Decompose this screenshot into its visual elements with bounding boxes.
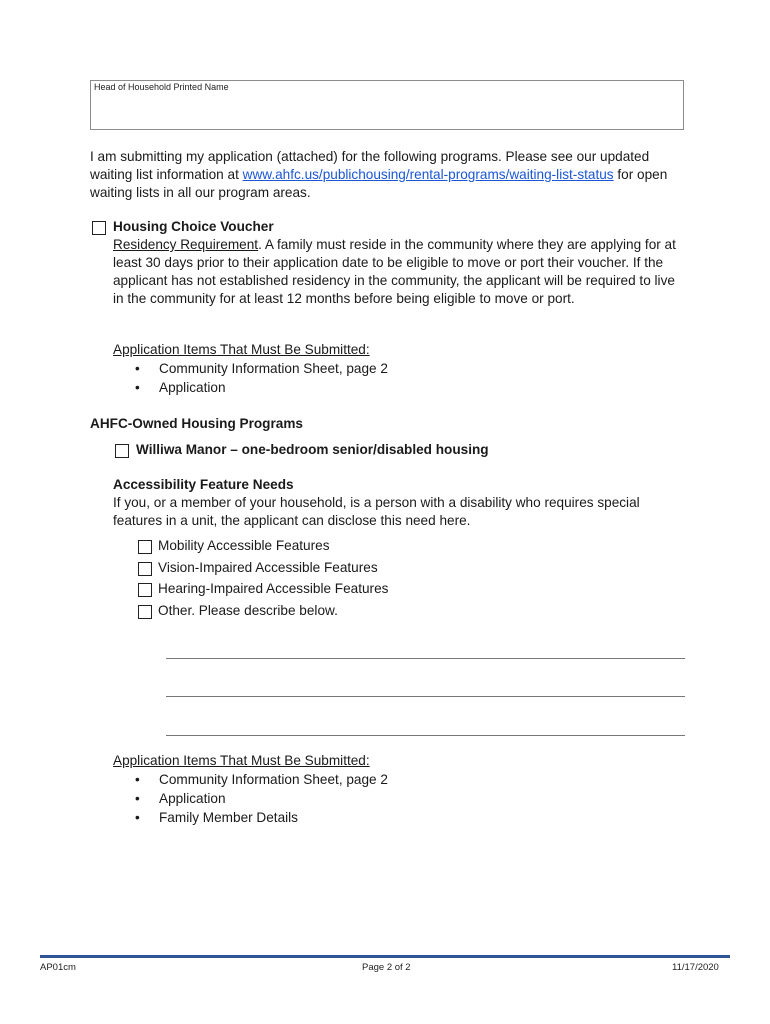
residency-label: Residency Requirement (113, 237, 259, 252)
mobility-checkbox[interactable] (138, 540, 152, 554)
head-of-household-name-field[interactable] (90, 80, 684, 130)
accessibility-title: Accessibility Feature Needs (113, 477, 294, 492)
hcv-title: Housing Choice Voucher (113, 219, 274, 234)
footer-divider (40, 955, 730, 958)
residency-text: . A family must reside in the community where they are applying for at least 30 days prior to their application date to be eligible to move or port their voucher. If the applicant has not established residency in the community, the applicant will be required to live in the community for at least 12 months before being eligible to move or port. (113, 237, 676, 306)
list-item: • Community Information Sheet, page 2 (113, 360, 388, 379)
intro-text: I am submitting my application (attached) for the following programs. Please see our updated waiting list information at (90, 149, 650, 182)
description-line-1[interactable] (166, 658, 685, 659)
vision-label: Vision-Impaired Accessible Features (158, 560, 378, 575)
list-item: • Application (113, 790, 388, 809)
hcv-items-list (113, 360, 388, 398)
hcv-items-title: Application Items That Must Be Submitted: (113, 342, 370, 357)
vision-checkbox[interactable] (138, 562, 152, 576)
list-item: • Family Member Details (113, 809, 388, 828)
waiting-list-link[interactable]: www.ahfc.us/publichousing/rental-programs/waiting-list-status (242, 167, 614, 182)
ahfc-items-list (113, 771, 388, 828)
name-field-label: Head of Household Printed Name (94, 82, 229, 92)
ahfc-items-title: Application Items That Must Be Submitted: (113, 753, 370, 768)
description-line-3[interactable] (166, 735, 685, 736)
residency-requirement-paragraph (113, 236, 678, 308)
hearing-label: Hearing-Impaired Accessible Features (158, 581, 389, 596)
intro-text-end: for open waiting lists in all our program areas. (90, 167, 668, 200)
form-code: AP01cm (40, 962, 76, 973)
revision-date: 11/17/2020 (672, 962, 719, 973)
description-line-2[interactable] (166, 696, 685, 697)
ahfc-heading: AHFC-Owned Housing Programs (90, 416, 303, 431)
intro-paragraph (90, 148, 690, 202)
other-checkbox[interactable] (138, 605, 152, 619)
mobility-label: Mobility Accessible Features (158, 538, 330, 553)
williwa-manor-checkbox[interactable] (115, 444, 129, 458)
list-item: • Community Information Sheet, page 2 (113, 771, 388, 790)
housing-choice-voucher-checkbox[interactable] (92, 221, 106, 235)
other-label: Other. Please describe below. (158, 603, 338, 618)
page-number: Page 2 of 2 (362, 962, 411, 973)
williwa-manor-label: Williwa Manor – one-bedroom senior/disabled housing (136, 442, 489, 457)
hearing-checkbox[interactable] (138, 583, 152, 597)
list-item: • Application (113, 379, 388, 398)
accessibility-text: If you, or a member of your household, is a person with a disability who requires special features in a unit, the applicant can disclose this need here. (113, 495, 640, 528)
